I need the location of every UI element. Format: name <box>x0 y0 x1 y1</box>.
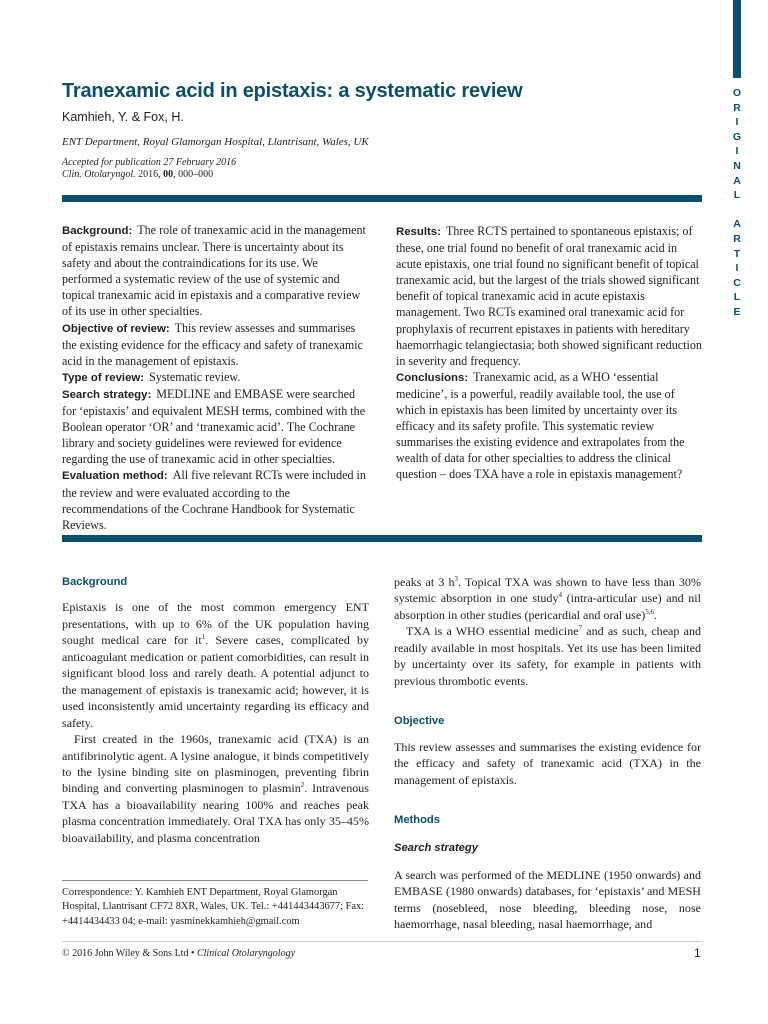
affiliation: ENT Department, Royal Glamorgan Hospital, Llantrisant, Wales, UK <box>62 136 369 148</box>
r-p1-text-d: . <box>653 607 657 622</box>
r-p1-ref-1: 3 <box>454 574 459 583</box>
r-p2-text-a: TXA is a WHO essential medicine <box>406 624 579 639</box>
abstract-bottom-rule <box>62 535 702 542</box>
abstract-conclusions-label: Conclusions: <box>396 371 469 384</box>
article-type-letter: R <box>733 101 741 114</box>
article-type-letter: L <box>733 189 741 202</box>
correspondence-rule <box>62 880 368 881</box>
article-type-letter: C <box>733 276 741 289</box>
article-type-letter: L <box>733 291 741 304</box>
background-heading: Background <box>62 576 128 588</box>
right-paragraph-1 <box>394 574 701 623</box>
abstract-background-text: The role of tranexamic acid in the management of epistaxis remains unclear. There is uncertainty about its safety and about the contraindications for its use. We performed a systematic review of the use of systemic and topical tranexamic acid in epistaxis and a comparative review of its use in other specialties. <box>62 223 366 319</box>
abstract-search <box>62 386 368 467</box>
abstract-type <box>62 369 368 386</box>
citation-journal: Clin. Otolaryngol. <box>62 169 136 180</box>
article-type-letter: A <box>733 174 741 187</box>
background-paragraph-1 <box>62 599 369 731</box>
abstract-evaluation-label: Evaluation method: <box>62 470 168 483</box>
bg-p1-text-b: . Severe cases, complicated by anticoagulant medication or patient comorbidities, can result in significant blood loss and rarely death. A potential adjunct to the management of epistaxis is tranexamic acid; however, it is used inconsistently amid uncertainty regarding its efficacy and safety. <box>62 633 369 730</box>
authors: Kamhieh, Y. & Fox, H. <box>62 110 184 124</box>
abstract-objective-label: Objective of review: <box>62 322 170 335</box>
citation-volume: 00 <box>163 169 174 180</box>
citation-year: 2016, <box>135 169 164 180</box>
right-paragraph-2 <box>394 623 701 689</box>
abstract-objective-text: This review assesses and summarises the existing evidence for the efficacy and safety of tranexamic acid in the management of epistaxis. <box>62 320 363 368</box>
abstract-top-rule <box>62 195 702 202</box>
bg-p1-text-a: Epistaxis is one of the most common emergency ENT presentations, with up to 6% of the UK population having sought medical care for it <box>62 600 369 648</box>
article-type-letter: G <box>732 130 742 143</box>
bg-p2-text-b: . Intravenous TXA has a bioavailability nearing 100% and reaches peak plasma concentration immediately. Oral TXA has only 35–45% bioavailability, and plasma concentration <box>62 781 369 845</box>
abstract-results-label: Results: <box>396 226 441 238</box>
r-p1-text-a: peaks at 3 h <box>394 575 455 589</box>
methods-paragraph: A search was performed of the MEDLINE (1950 onwards) and EMBASE (1980 onwards) databases, for ‘epistaxis’ and MESH terms (nosebleed, nose bleeding, bleeding nose, nose haemorrhage, nasal bleeding, nasal haemorrhage, and <box>394 867 701 932</box>
r-p1-text-c: (intra-articular use) and nil absorption in other studies (pericardial and oral use) <box>394 591 701 622</box>
correspondence-note: Correspondence: Y. Kamhieh ENT Department, Royal Glamorgan Hospital, Llantrisant CF72 8XR, Wales, UK. Tel.: +441443443677; Fax: +4414434433 04; e-mail: yasminekkamhieh@gmail.com <box>62 887 365 927</box>
r-p1-text-b: . Topical TXA was shown to have less than 30% systemic absorption in one study <box>394 575 701 606</box>
abstract-evaluation-text: All five relevant RCTs were included in the review and were evaluated according to the recommendations of the Cochrane Handbook for Systematic Reviews. <box>62 468 366 532</box>
abstract-background <box>62 222 368 320</box>
background-paragraph-2 <box>62 731 369 846</box>
article-type-letter: A <box>733 218 741 231</box>
abstract-evaluation <box>62 467 368 532</box>
methods-heading: Methods <box>394 813 440 826</box>
objective-heading: Objective <box>394 715 445 728</box>
footer-journal: Clinical Otolaryngology <box>196 948 296 959</box>
body-right-column <box>394 574 701 933</box>
article-type-letter: O <box>732 87 742 99</box>
article-type-letter: N <box>733 159 741 172</box>
abstract-search-text: MEDLINE and EMBASE were searched for ‘epistaxis’ and equivalent MESH terms, combined with the Boolean operator ‘OR’ and ‘tranexamic acid’. The Cochrane library and society guidelines were reviewed for evidence regarding the use of tranexamic acid in other specialties. <box>62 386 366 467</box>
abstract-results <box>396 223 702 369</box>
article-type-label <box>728 86 746 320</box>
r-p1-ref-2: 4 <box>558 591 562 600</box>
citation-pages: , 000–000 <box>173 169 214 180</box>
abstract-objective <box>62 320 368 369</box>
abstract-background-label: Background: <box>62 225 133 237</box>
article-type-letter: E <box>733 305 741 318</box>
footer-copyright <box>62 948 295 959</box>
abstract-left-column <box>62 222 368 533</box>
copyright-text: © 2016 John Wiley & Sons Ltd • <box>62 948 197 959</box>
footer-rule <box>62 941 702 942</box>
article-type-letter <box>728 203 746 218</box>
bg-p1-ref: 1 <box>201 633 206 642</box>
page-number: 1 <box>694 946 701 960</box>
abstract-results-text: Three RCTS pertained to spontaneous epistaxis; of these, one trial found no benefit of oral tranexamic acid in acute epistaxis, one trial found no significant benefit of topical tranexamic acid, but the largest of the trials showed significant benefit of topical tranexamic acid in acute epistaxis management. Two RCTs examined oral tranexamic acid for prophylaxis of recurrent epistaxes in patients with hereditary haemorrhagic telangiectasia; both showed significant reduction in severity and frequency. <box>396 224 702 368</box>
abstract-type-label: Type of review: <box>62 371 145 384</box>
abstract-conclusions <box>396 369 702 483</box>
citation <box>62 169 213 180</box>
accepted-date: Accepted for publication 27 February 2016 <box>62 157 237 168</box>
r-p2-text-b: and as such, cheap and readily available in most hospitals. Yet its use has been limited by uncertainty over its safety, for example in patients with previous thrombotic events. <box>394 624 701 688</box>
r-p1-ref-3: 5,6 <box>645 607 654 616</box>
bg-p2-ref: 2 <box>300 781 305 790</box>
abstract-conclusions-text: Tranexamic acid, as a WHO ‘essential medicine’, is a powerful, readily available tool, the use of which in epistaxis has been limited by uncertainty over its efficacy and its safety profile. This systematic review summarises the existing evidence and extrapolates from the wealth of data for other specialties to address the clinical question – does TXA have a role in epistaxis management? <box>396 369 685 482</box>
side-accent-bar <box>733 0 741 78</box>
r-p2-ref: 7 <box>578 624 583 633</box>
article-type-letter: T <box>733 247 741 260</box>
abstract-right-column <box>396 223 702 483</box>
article-type-letter: R <box>733 232 741 245</box>
search-strategy-subheading: Search strategy <box>394 842 478 855</box>
article-type-letter: I <box>735 145 739 158</box>
abstract-type-text: Systematic review. <box>149 369 241 384</box>
article-type-letter: I <box>735 262 739 275</box>
article-title: Tranexamic acid in epistaxis: a systematic review <box>62 80 523 102</box>
bg-p2-text-a: First created in the 1960s, tranexamic acid (TXA) is an antifibrinolytic agent. A lysine analogue, it binds competitively to the lysine binding site on plasminogen, preventing fibrin binding and converting plasminogen to plasmin <box>62 732 369 796</box>
article-type-letter: I <box>735 116 739 129</box>
abstract-search-label: Search strategy: <box>62 388 152 401</box>
objective-paragraph: This review assesses and summarises the existing evidence for the efficacy and safety of tranexamic acid (TXA) in the management of epistaxis. <box>394 739 701 787</box>
body-left-column <box>62 574 369 846</box>
